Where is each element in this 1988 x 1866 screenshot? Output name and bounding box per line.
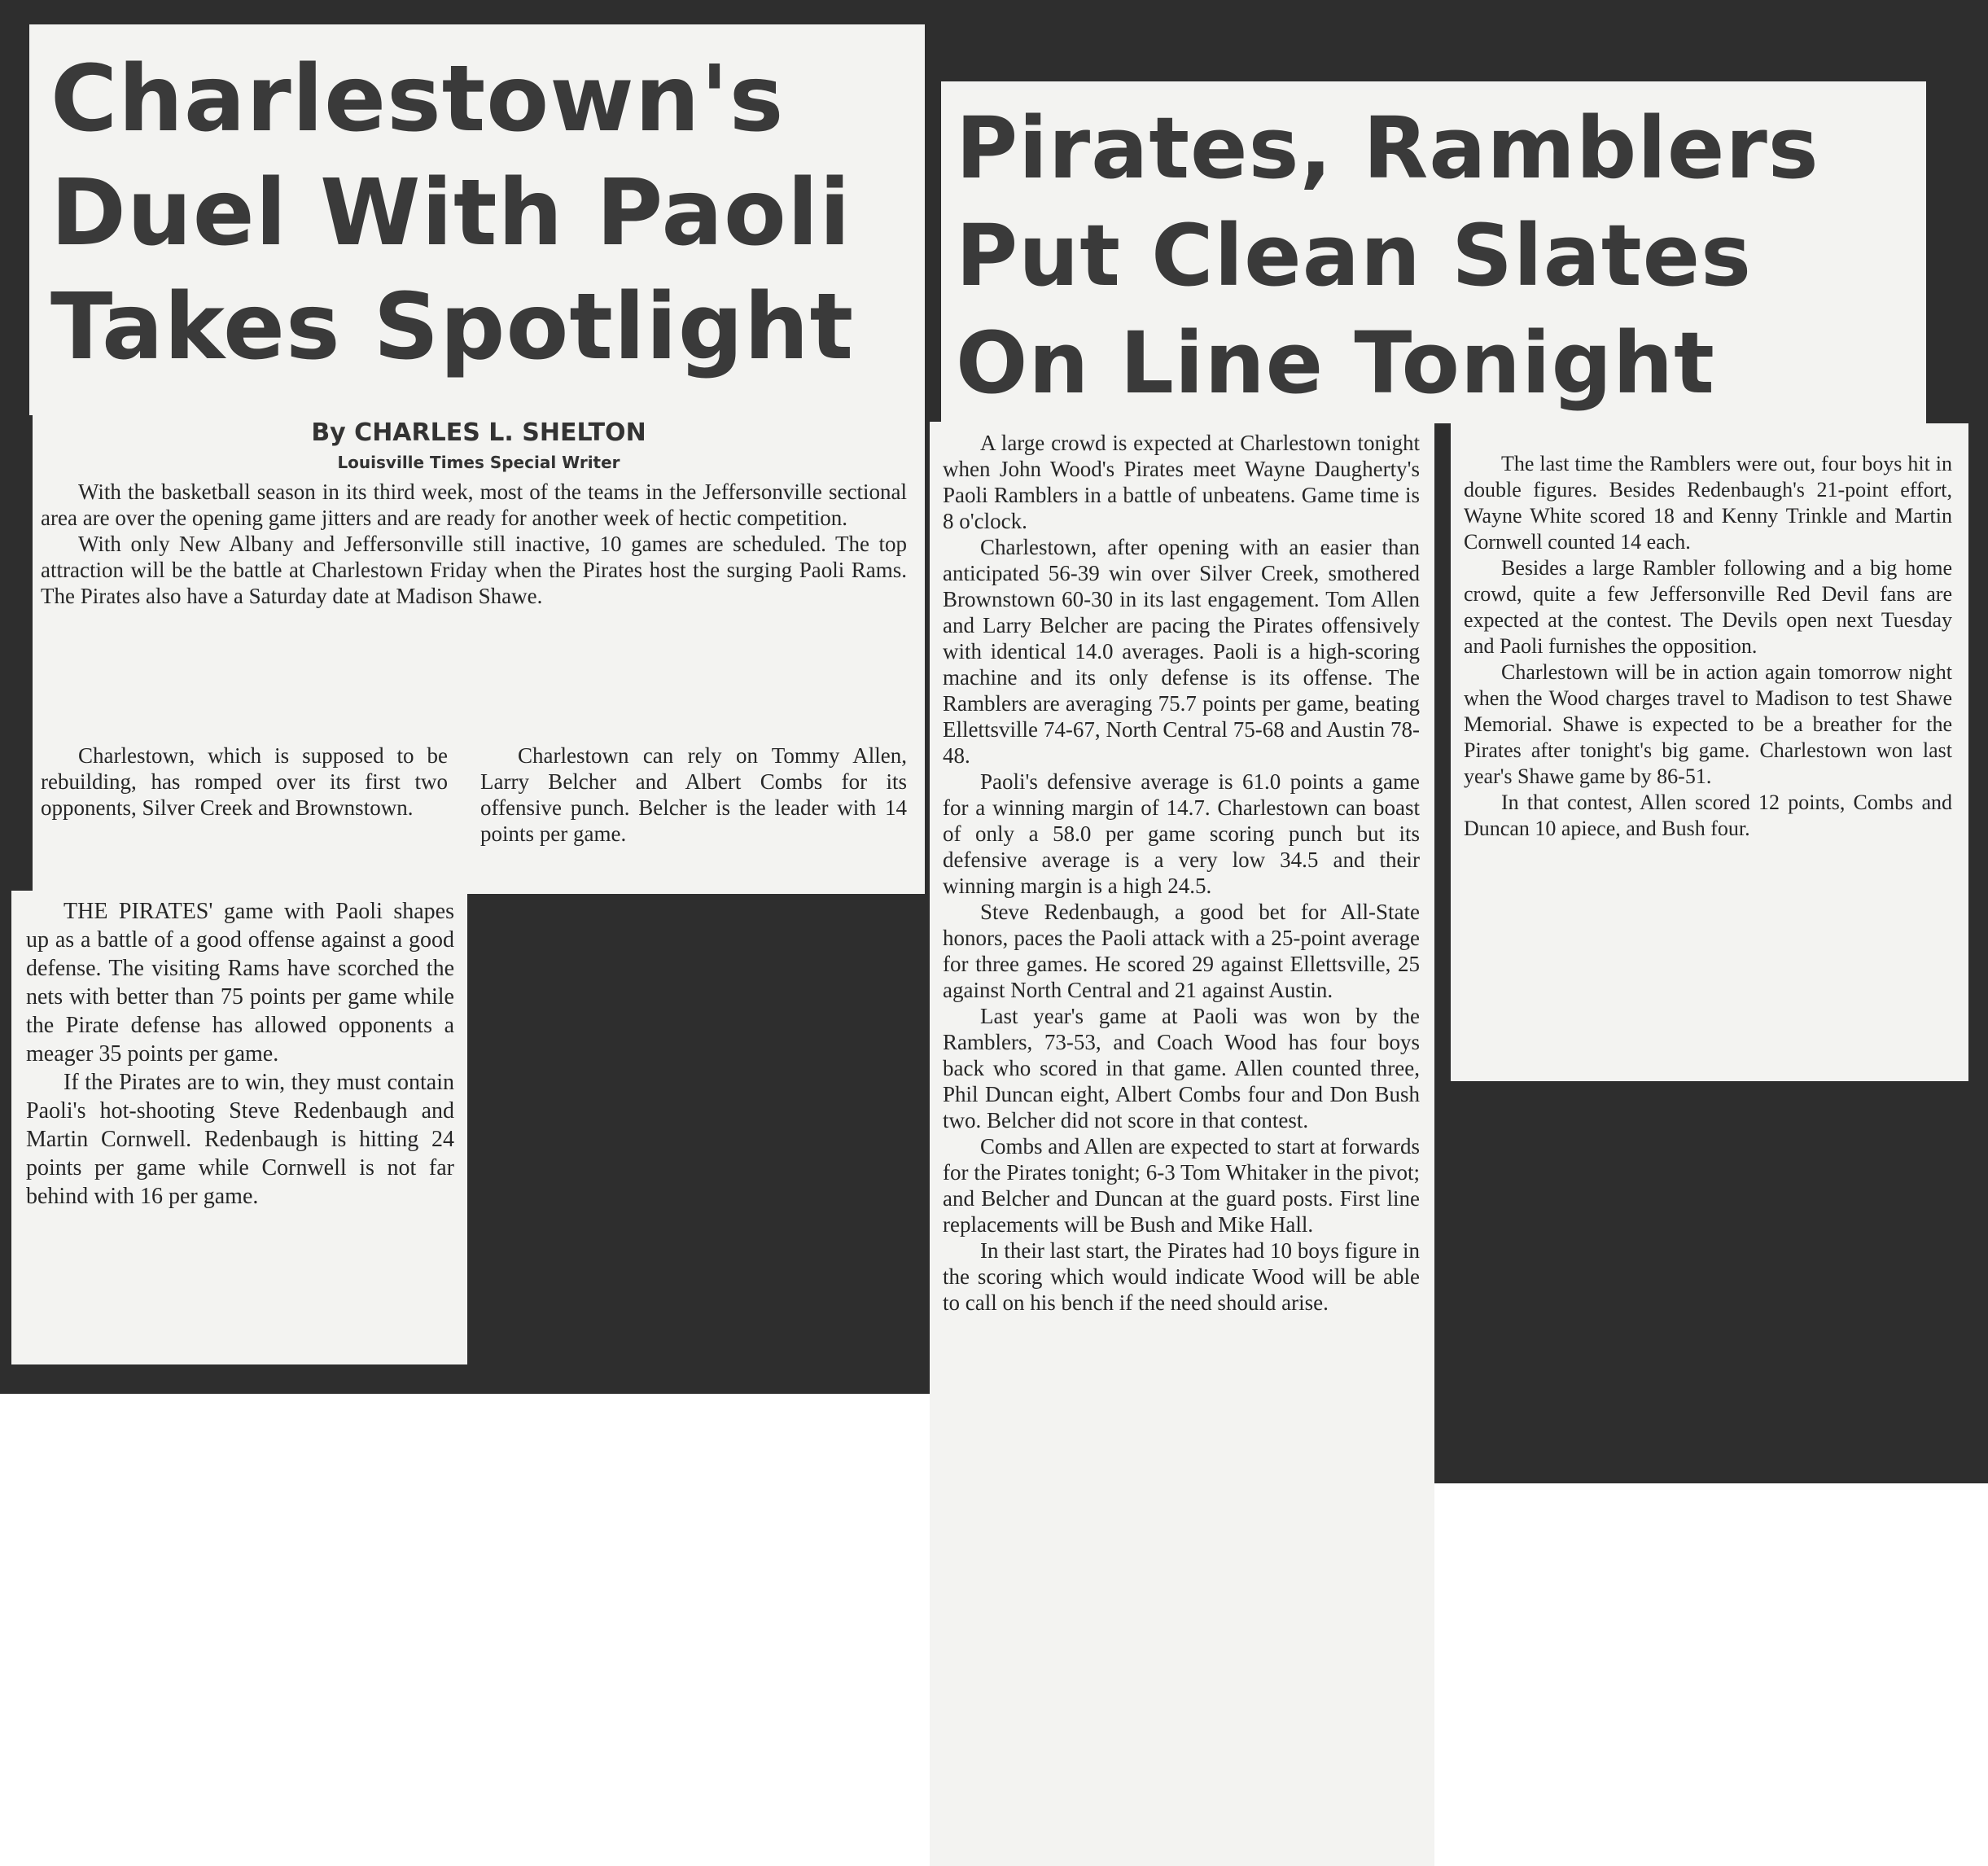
left-headline-line-1: Charlestown's xyxy=(50,46,785,152)
left-lead-paragraph-2: With only New Albany and Jeffersonville still inactive, 10 games are scheduled. The top attraction will be the battle at Charlestown Friday when the Pirates host the surging Paoli Rams. The Pirates also have a Saturday date at Madison Shawe. xyxy=(41,532,907,608)
left-column-a-paragraph: Charlestown, which is supposed to be rebuilding, has romped over its first two opponents, Silver Creek and Brownstown. xyxy=(41,743,448,820)
left-article-headline-clip xyxy=(29,24,925,415)
backing-board-right xyxy=(1433,1394,1988,1483)
right-article-headline-clip xyxy=(941,81,1926,423)
right-side-paragraph-4: In that contest, Allen scored 12 points, Combs and Duncan 10 apiece, and Bush four. xyxy=(1464,791,1952,840)
left-column-c xyxy=(26,897,454,1211)
right-main-paragraph-4: Steve Redenbaugh, a good bet for All-State honors, paces the Paoli attack with a 25-point average for three games. He scored 29 against Ellettsville, 25 against North Central and 21 against Austin. xyxy=(943,900,1420,1002)
right-main-paragraph-1: A large crowd is expected at Charlestown tonight when John Wood's Pirates meet Wayne Daugherty's Paoli Ramblers in a battle of unbeatens. Game time is 8 o'clock. xyxy=(943,431,1420,533)
right-main-paragraph-5: Last year's game at Paoli was won by the Ramblers, 73-53, and Coach Wood has four boys back who scored in that game. Allen counted three, Phil Duncan eight, Albert Combs four and Don Bush two. Belcher did not score in that contest. xyxy=(943,1004,1420,1132)
right-side-paragraph-3: Charlestown will be in action again tomorrow night when the Wood charges travel to Madison to test Shawe Memorial. Shawe is expected to be a breather for the Pirates after tonight's big game. Charlestown won last year's Shawe game by 86-51. xyxy=(1464,660,1952,788)
right-main-column xyxy=(943,430,1420,1316)
right-article-side-column-clip xyxy=(1451,423,1968,1081)
left-column-b xyxy=(480,742,907,847)
right-headline-line-1: Pirates, Ramblers xyxy=(956,99,1819,198)
right-side-paragraph-2: Besides a large Rambler following and a big home crowd, quite a few Jeffersonville Red Devil fans are expected at the contest. The Devils open next Tuesday and Paoli furnishes the opposition. xyxy=(1464,556,1952,658)
right-headline-line-3: On Line Tonight xyxy=(956,313,1715,413)
left-lead-paragraph-1: With the basketball season in its third week, most of the teams in the Jeffersonville sectional area are over the opening game jitters and are ready for another week of hectic competition. xyxy=(41,480,907,530)
left-credit: Louisville Times Special Writer xyxy=(337,453,620,472)
right-headline-line-2: Put Clean Slates xyxy=(956,206,1752,305)
left-headline-line-2: Duel With Paoli xyxy=(50,160,852,266)
left-column-c-paragraph-1: THE PIRATES' game with Paoli shapes up as a battle of a good offense against a good defense. The visiting Rams have scorched the nets with better than 75 points per game while the Pirate defense has allowed opponents a meager 35 points per game. xyxy=(26,899,454,1067)
right-main-paragraph-6: Combs and Allen are expected to start at forwards for the Pirates tonight; 6-3 Tom Whitaker in the pivot; and Belcher and Duncan at the guard posts. First line replacements will be Bush and Mike Hall. xyxy=(943,1134,1420,1237)
left-headline-line-3: Takes Spotlight xyxy=(50,274,855,380)
left-column-a xyxy=(41,742,448,821)
left-headline xyxy=(50,42,854,384)
right-main-paragraph-2: Charlestown, after opening with an easier than anticipated 56-39 win over Silver Creek, smothered Brownstown 60-30 in its last engagement. Tom Allen and Larry Belcher are pacing the Pirates offensively with identical 14.0 averages. Paoli is a high-scoring machine and its only defense is its offense. The Ramblers are averaging 75.7 points per game, beating Ellettsville 74-67, North Central 75-68 and Austin 78-48. xyxy=(943,535,1420,768)
left-column-c-paragraph-2: If the Pirates are to win, they must contain Paoli's hot-shooting Steve Redenbaugh and Martin Cornwell. Redenbaugh is hitting 24 points per game while Cornwell is not far behind with 16 per game. xyxy=(26,1070,454,1209)
right-side-paragraph-1: The last time the Ramblers were out, four boys hit in double figures. Besides Redenbaugh's 21-point effort, Wayne White scored 18 and Kenny Trinkle and Martin Cornwell counted 14 each. xyxy=(1464,452,1952,554)
left-lead xyxy=(41,479,907,609)
right-article-main-column-clip xyxy=(930,422,1434,1866)
left-article-body-clip xyxy=(33,414,925,894)
left-article-lower-clip xyxy=(11,891,467,1364)
right-headline xyxy=(956,94,1819,417)
left-byline: By CHARLES L. SHELTON xyxy=(311,418,646,447)
right-side-column xyxy=(1464,451,1952,842)
right-main-paragraph-3: Paoli's defensive average is 61.0 points a game for a winning margin of 14.7. Charlestown can boast of only a 58.0 per game scoring punch but its defensive average is a very low 34.5 and their winning margin is a high 24.5. xyxy=(943,769,1420,898)
left-column-b-paragraph: Charlestown can rely on Tommy Allen, Larry Belcher and Albert Combs for its offensive punch. Belcher is the leader with 14 points per game. xyxy=(480,743,907,846)
right-main-paragraph-7: In their last start, the Pirates had 10 boys figure in the scoring which would indicate Wood will be able to call on his bench if the need should arise. xyxy=(943,1238,1420,1315)
